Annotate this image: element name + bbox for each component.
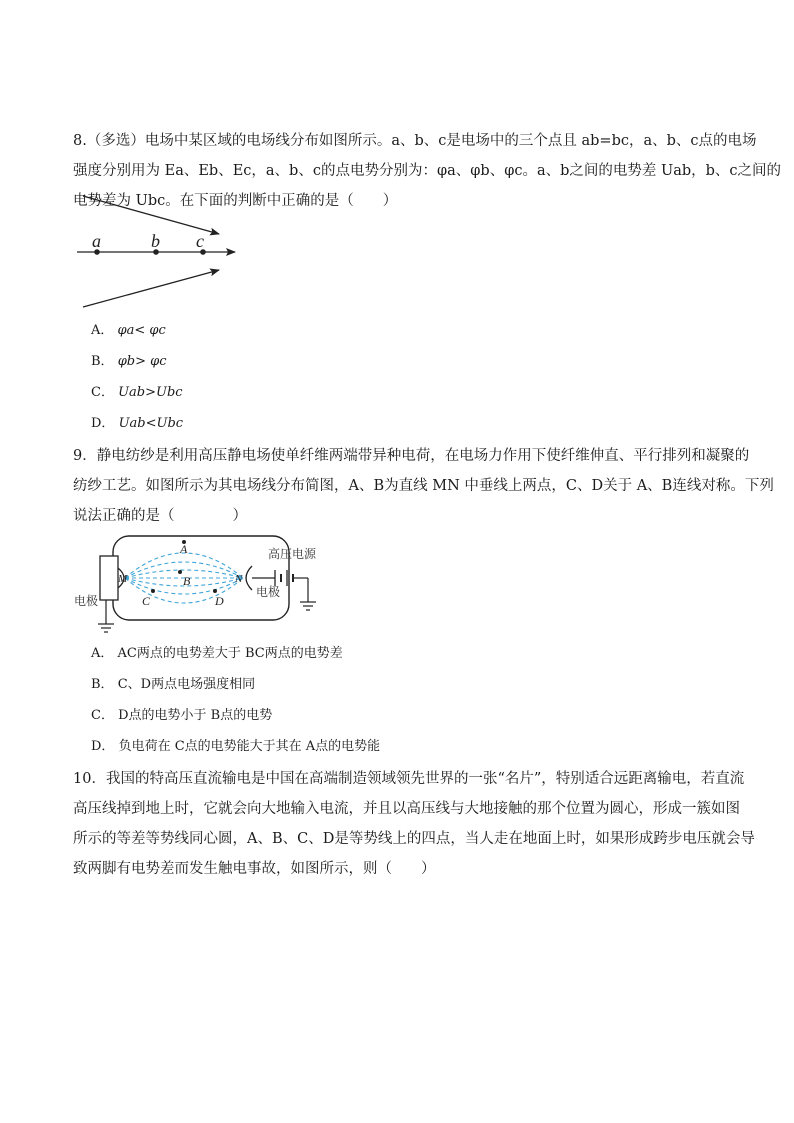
q10-line-1: 10．我国的特高压直流输电是中国在高端制造领域领先世界的一张“名片”，特别适合远距离输电，若直流	[73, 771, 745, 787]
q8-option-b	[91, 353, 167, 371]
q8-option-d	[91, 415, 183, 433]
point-C-label: C	[142, 594, 151, 608]
option-text: C、D两点电场强度相同	[117, 677, 256, 692]
q9-line-1: 9．静电纺纱是利用高压静电场使单纤维两端带异种电荷，在电场力作用下使纤维伸直、平行排列和凝聚的	[73, 448, 750, 464]
q8-line-3: 电势差为 Ubc。在下面的判断中正确的是（ ）	[73, 193, 398, 209]
q8-field-lines-figure	[72, 192, 244, 310]
option-letter: D．	[91, 739, 115, 754]
option-letter: A．	[91, 323, 114, 338]
point-C-dot	[151, 589, 155, 593]
left-electrode-plate	[100, 556, 118, 600]
point-c-label: c	[196, 231, 204, 251]
point-D-dot	[213, 589, 217, 593]
q9-option-a	[91, 645, 343, 663]
lower-field-line	[83, 270, 219, 307]
q8-line-1: 8.（多选）电场中某区域的电场线分布如图所示。a、b、c是电场中的三个点且 ab=bc，a、b、c点的电场	[73, 133, 757, 149]
q9-option-c	[91, 707, 272, 725]
electrode-M-label: M	[118, 573, 128, 585]
electrode-N-label: N	[235, 573, 243, 585]
q10-line-4: 致两脚有电势差而发生触电事故，如图所示，则（ ）	[73, 861, 436, 877]
option-text: Uab<Ubc	[118, 416, 184, 431]
right-electrode-label: 电极	[256, 585, 281, 599]
option-letter: A．	[91, 646, 114, 661]
option-text: φa< φc	[117, 323, 166, 338]
q9-line-3: 说法正确的是（ ）	[73, 508, 247, 524]
q8-line-2: 强度分别用为 Ea、Eb、Ec，a、b、c的点电势分别为：φa、φb、φc。a、b之间的电势差 Uab，b、c之间的	[73, 163, 782, 179]
upper-field-line	[83, 196, 219, 234]
q9-line-2: 纺纱工艺。如图所示为其电场线分布简图，A、B为直线 MN 中垂线上两点，C、D关于 A、B连线对称。下列	[73, 478, 774, 494]
option-text: φb> φc	[117, 354, 167, 369]
q8-option-a	[91, 322, 166, 340]
point-A-label: A	[180, 542, 188, 556]
option-letter: B．	[91, 677, 114, 692]
point-D-label: D	[215, 594, 224, 608]
point-B-label: B	[183, 574, 191, 588]
option-letter: C．	[91, 708, 114, 723]
left-electrode-label: 电极	[74, 594, 99, 608]
option-text: D点的电势小于 B点的电势	[118, 708, 273, 723]
option-text: 负电荷在 C点的电势能大于其在 A点的电势能	[118, 739, 381, 754]
q9-option-d	[91, 738, 380, 756]
point-b-label: b	[151, 231, 160, 251]
q10-line-3: 所示的等差等势线同心圆，A、B、C、D是等势线上的四点，当人走在地面上时，如果形成跨步电压就会导	[73, 831, 755, 847]
option-letter: B．	[91, 354, 114, 369]
q9-option-b	[91, 676, 255, 694]
q10-line-2: 高压线掉到地上时，它就会向大地输入电流，并且以高压线与大地接触的那个位置为圆心，形成一簇如图	[73, 801, 740, 817]
option-letter: D．	[91, 416, 115, 431]
q8-option-c	[91, 384, 183, 402]
option-text: Uab>Ubc	[118, 385, 183, 400]
right-electrode-tip	[246, 566, 252, 590]
point-a-label: a	[92, 231, 101, 251]
point-B-dot	[178, 570, 182, 574]
q9-electrospinning-figure	[70, 532, 340, 636]
power-source-label: 高压电源	[268, 547, 317, 561]
option-letter: C．	[91, 385, 114, 400]
option-text: AC两点的电势差大于 BC两点的电势差	[117, 646, 343, 661]
